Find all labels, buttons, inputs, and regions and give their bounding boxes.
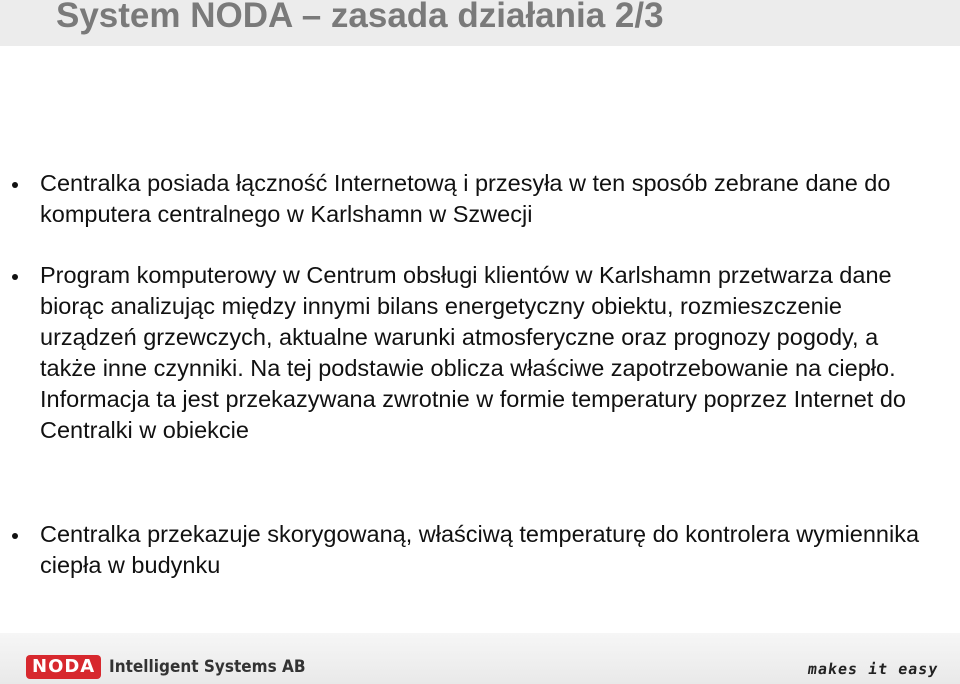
tagline: makes it easy — [806, 660, 940, 678]
bullet-item: Program komputerowy w Centrum obsługi klientów w Karlshamn przetwarza dane biorąc analizując między innymi bilans energetyczny obiektu, rozmieszczenie urządzeń grzewczych, aktualne warunki atmosferyczne oraz prognozy pogody, a także inne czynniki. Na tej podstawie oblicza właściwe zapotrzebowanie na ciepło. Informacja ta jest przekazywana zwrotnie w formie temperatury poprzez Internet do Centralki w obiekcie — [40, 262, 906, 443]
bullet-item: Centralka posiada łączność Internetową i przesyła w ten sposób zebrane dane do komputera centralnego w Karlshamn w Szwecji — [40, 170, 891, 227]
company-logo — [26, 655, 328, 679]
bullet-dot — [12, 274, 18, 280]
company-name: Intelligent Systems AB — [109, 657, 306, 677]
bullet-item: Centralka przekazuje skorygowaną, właściwą temperaturę do kontrolera wymiennika ciepła w budynku — [40, 521, 920, 578]
bullet-dot — [12, 533, 18, 539]
bullet-dot — [12, 182, 18, 188]
slide-title: System NODA – zasada działania 2/3 — [56, 0, 664, 35]
title-bar — [0, 0, 960, 46]
noda-logo-mark: NODA — [26, 655, 101, 679]
